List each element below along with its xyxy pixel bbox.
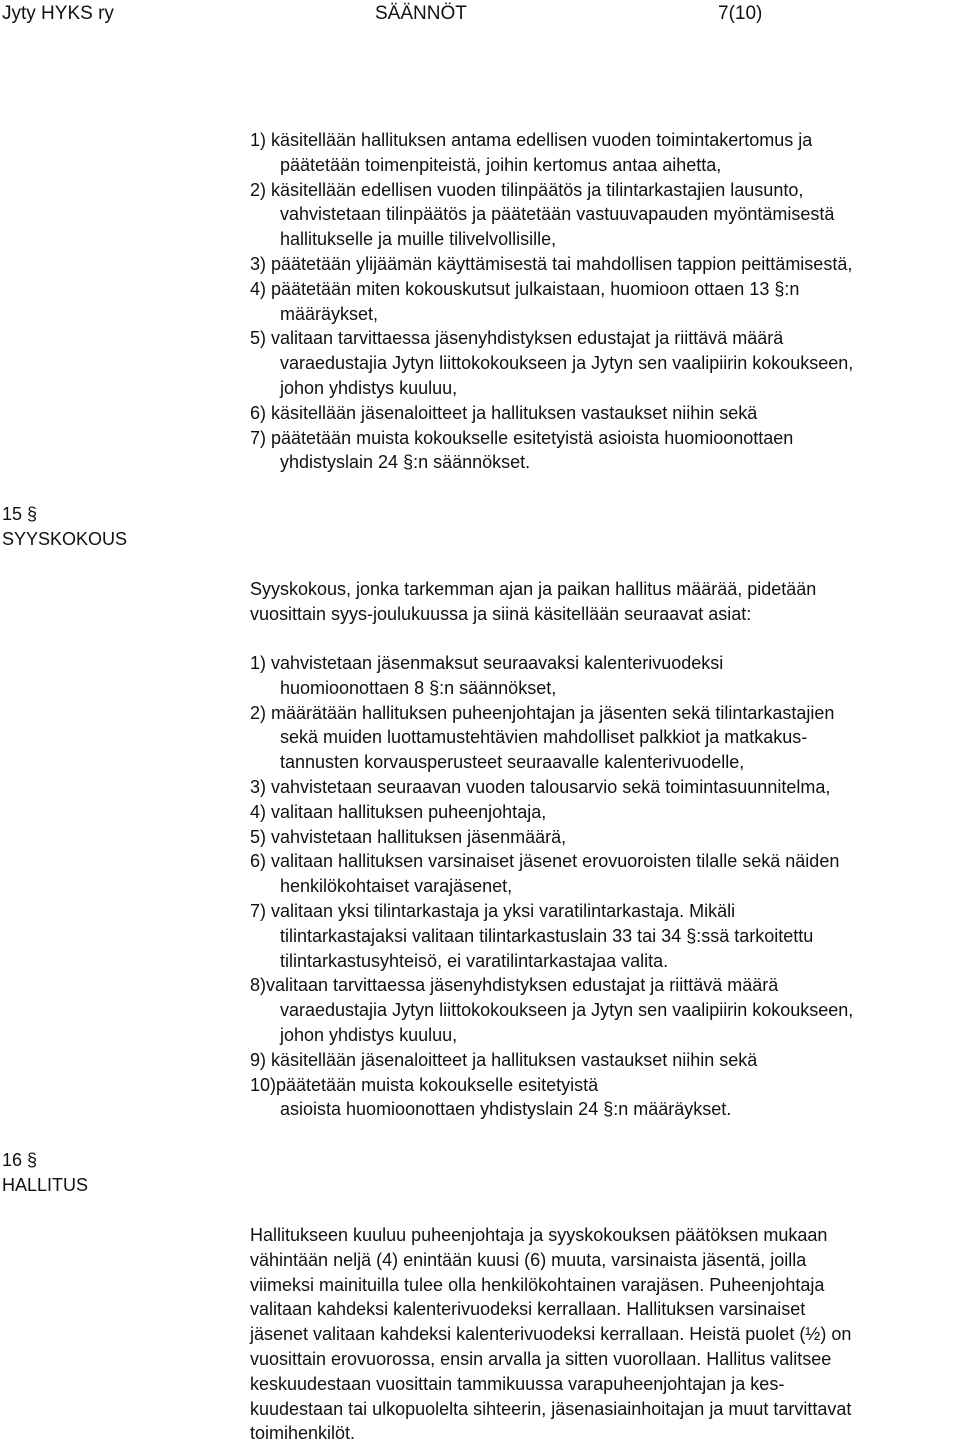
list-item-line: 3) vahvistetaan seuraavan vuoden talousarvio sekä toimintasuunnitelma,	[250, 776, 831, 797]
list-item-line: 6) valitaan hallituksen varsinaiset jäsenet erovuoroisten tilalle sekä näiden	[250, 851, 840, 872]
list-item-line: 2) määrätään hallituksen puheenjohtajan ja jäsenten sekä tilintarkastajien	[250, 702, 835, 723]
header-document-title: SÄÄNNÖT	[375, 3, 467, 24]
paragraph-line: vähintään neljä (4) enintään kuusi (6) muuta, varsinaista jäsentä, joilla	[250, 1249, 807, 1270]
section-15-title: SYYSKOKOUS	[2, 529, 128, 549]
list-item-line: 8)valitaan tarvittaessa jäsenyhdistyksen edustajat ja riittävä määrä	[250, 975, 779, 996]
previous-section-list	[250, 128, 956, 475]
list-item-line: yhdistyslain 24 §:n säännökset.	[280, 452, 531, 473]
paragraph-line: Hallitukseen kuuluu puheenjohtaja ja syyskokouksen päätöksen mukaan	[250, 1225, 828, 1245]
list-item-line: huomioonottaen 8 §:n säännökset,	[280, 677, 557, 698]
list-item-line: 6) käsitellään jäsenaloitteet ja hallituksen vastaukset niihin sekä	[250, 402, 758, 423]
section-15-intro-line: vuosittain syys-joulukuussa ja siinä käsitellään seuraavat asiat:	[250, 603, 752, 624]
section-16-title: HALLITUS	[2, 1175, 89, 1195]
section-16-body	[250, 1223, 956, 1446]
list-item-line: 4) päätetään miten kokouskutsut julkaistaan, huomioon ottaen 13 §:n	[250, 278, 800, 299]
list-item-line: asioista huomioonottaen yhdistyslain 24 §:n määräykset.	[280, 1099, 732, 1120]
list-item-line: johon yhdistys kuuluu,	[280, 377, 458, 398]
list-item-line: 7) päätetään muista kokoukselle esitetyistä asioista huomioonottaen	[250, 427, 794, 448]
section-15-list	[250, 651, 956, 1122]
list-item-line: sekä muiden luottamustehtävien mahdolliset palkkiot ja matkakus-	[280, 727, 808, 748]
list-item-line: 5) vahvistetaan hallituksen jäsenmäärä,	[250, 826, 567, 847]
list-item-line: 10)päätetään muista kokoukselle esitetyistä	[250, 1074, 599, 1095]
list-item-line: 7) valitaan yksi tilintarkastaja ja yksi varatilintarkastaja. Mikäli	[250, 900, 736, 921]
list-item-line: 1) käsitellään hallituksen antama edellisen vuoden toimintakertomus ja	[250, 130, 813, 150]
list-item-line: 4) valitaan hallituksen puheenjohtaja,	[250, 801, 547, 822]
list-item-line: 1) vahvistetaan jäsenmaksut seuraavaksi kalenterivuodeksi	[250, 653, 724, 673]
list-item-line: 3) päätetään ylijäämän käyttämisestä tai mahdollisen tappion peittämisestä,	[250, 253, 853, 274]
list-item-line: varaedustajia Jytyn liittokokoukseen ja Jytyn sen vaalipiirin kokoukseen,	[280, 1000, 854, 1021]
header-page-number: 7(10)	[718, 3, 763, 24]
paragraph-line: toimihenkilöt.	[250, 1423, 356, 1444]
section-16-number: 16 §	[2, 1150, 38, 1170]
section-15-intro	[250, 577, 956, 627]
list-item-line: vahvistetaan tilinpäätös ja päätetään vastuuvapauden myöntämisestä	[280, 204, 835, 225]
list-item-line: 9) käsitellään jäsenaloitteet ja hallituksen vastaukset niihin sekä	[250, 1049, 758, 1070]
header-organization: Jyty HYKS ry	[2, 3, 114, 24]
list-item-line: varaedustajia Jytyn liittokokoukseen ja Jytyn sen vaalipiirin kokoukseen,	[280, 353, 854, 374]
section-15-number: 15 §	[2, 504, 38, 524]
paragraph-line: keskuudestaan vuosittain tammikuussa varapuheenjohtajan ja kes-	[250, 1373, 785, 1394]
paragraph-line: vuosittain erovuorossa, ensin arvalla ja sitten vuorollaan. Hallitus valitsee	[250, 1348, 832, 1369]
paragraph-line: viimeksi mainituilla tulee olla henkilökohtainen varajäsen. Puheenjohtaja	[250, 1274, 825, 1295]
list-item-line: tilintarkastajaksi valitaan tilintarkastuslain 33 tai 34 §:ssä tarkoitettu	[280, 925, 814, 946]
paragraph-line: jäsenet valitaan kahdeksi kalenterivuodeksi kerrallaan. Heistä puolet (½) on	[250, 1324, 852, 1345]
list-item-line: 2) käsitellään edellisen vuoden tilinpäätös ja tilintarkastajien lausunto,	[250, 179, 804, 200]
list-item-line: tannusten korvausperusteet seuraavalle kalenterivuodelle,	[280, 752, 745, 773]
list-item-line: päätetään toimenpiteistä, joihin kertomus antaa aihetta,	[280, 154, 722, 175]
paragraph-line: kuudestaan tai ulkopuolelta sihteerin, jäsenasiainhoitajan ja muut tarvittavat	[250, 1398, 852, 1419]
list-item-line: hallitukselle ja muille tilivelvollisille,	[280, 229, 557, 250]
list-item-line: tilintarkastusyhteisö, ei varatilintarkastajaa valita.	[280, 950, 669, 971]
list-item-line: henkilökohtaiset varajäsenet,	[280, 876, 513, 897]
section-15-intro-line: Syyskokous, jonka tarkemman ajan ja paikan hallitus määrää, pidetään	[250, 579, 817, 599]
list-item-line: määräykset,	[280, 303, 379, 324]
list-item-line: 5) valitaan tarvittaessa jäsenyhdistyksen edustajat ja riittävä määrä	[250, 328, 784, 349]
list-item-line: johon yhdistys kuuluu,	[280, 1024, 458, 1045]
paragraph-line: valitaan kahdeksi kalenterivuodeksi kerrallaan. Hallituksen varsinaiset	[250, 1299, 806, 1320]
